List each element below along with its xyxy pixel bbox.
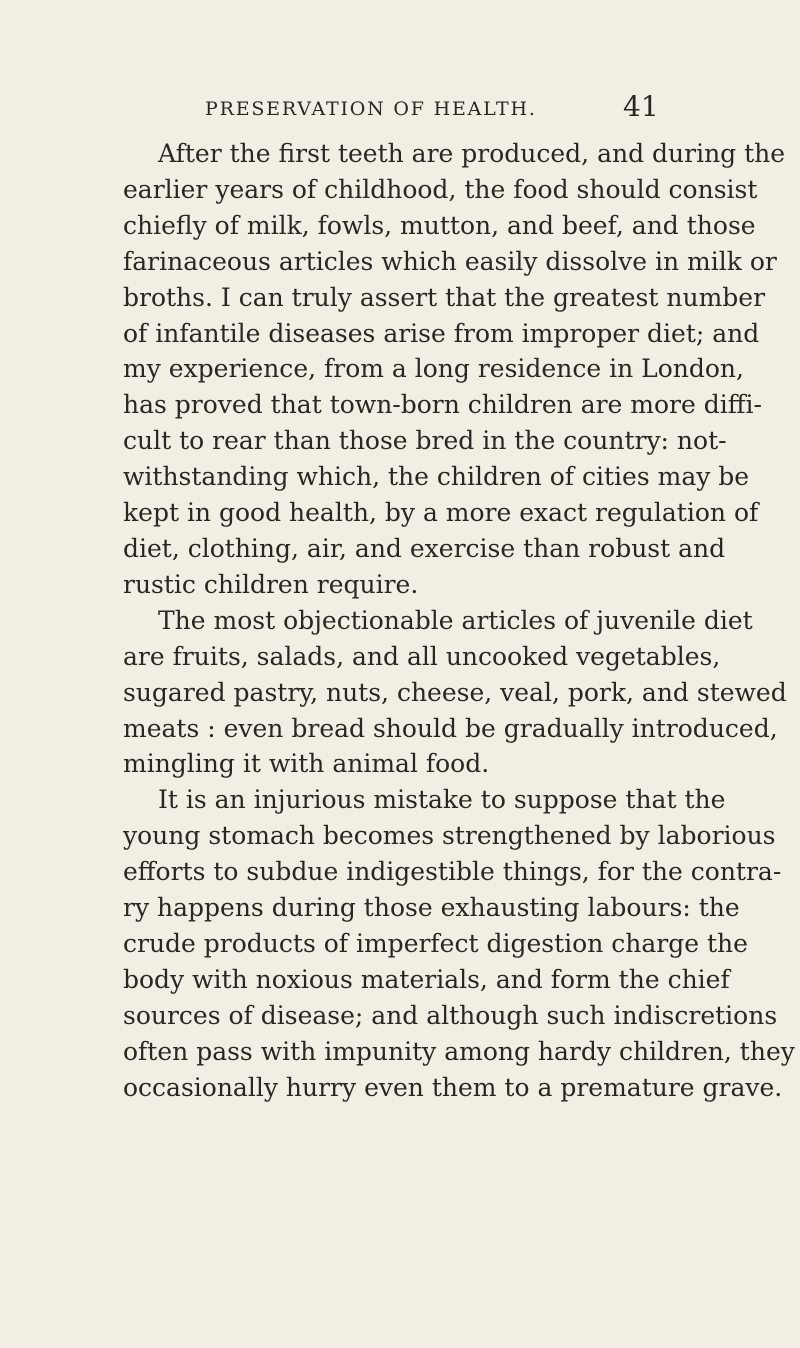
text-line: earlier years of childhood, the food should consist (123, 174, 758, 204)
text-line: chiefly of milk, fowls, mutton, and beef, and those (123, 210, 756, 240)
text-line: meats : even bread should be gradually introduced, (123, 713, 778, 743)
text-line: of infantile diseases arise from improper diet; and (123, 318, 760, 348)
text-line: mingling it with animal food. (123, 749, 490, 779)
text-line: cult to rear than those bred in the country: not- (123, 426, 727, 456)
text-line: It is an injurious mistake to suppose that the (158, 785, 726, 815)
text-line: crude products of imperfect digestion charge the (123, 928, 748, 958)
text-line: body with noxious materials, and form the chief (123, 964, 730, 994)
text-line: often pass with impunity among hardy children, they (123, 1036, 795, 1066)
running-header: PRESERVATION OF HEALTH. (205, 98, 537, 120)
text-line: sources of disease; and although such indiscretions (123, 1000, 778, 1030)
text-line: After the first teeth are produced, and during the (158, 139, 786, 168)
text-line: withstanding which, the children of cities may be (123, 462, 750, 492)
text-line: has proved that town-born children are more diffi- (123, 390, 762, 420)
text-line: ry happens during those exhausting labours: the (123, 893, 740, 923)
text-line: my experience, from a long residence in London, (123, 354, 744, 384)
text-line: farinaceous articles which easily dissolve in milk or (123, 246, 777, 276)
page-number: 41 (623, 90, 659, 123)
text-line: are fruits, salads, and all uncooked vegetables, (123, 641, 721, 671)
body-text (123, 136, 795, 1105)
text-line: kept in good health, by a more exact regulation of (123, 498, 759, 528)
text-line: efforts to subdue indigestible things, for the contra- (123, 857, 782, 887)
text-line: The most objectionable articles of juvenile diet (158, 605, 753, 635)
text-line: occasionally hurry even them to a premature grave. (123, 1072, 783, 1102)
text-line: broths. I can truly assert that the greatest number (123, 282, 766, 312)
text-line: sugared pastry, nuts, cheese, veal, pork, and stewed (123, 677, 787, 707)
text-line: young stomach becomes strengthened by laborious (123, 821, 776, 851)
text-line: rustic children require. (123, 569, 419, 599)
text-line: diet, clothing, air, and exercise than robust and (123, 533, 726, 563)
